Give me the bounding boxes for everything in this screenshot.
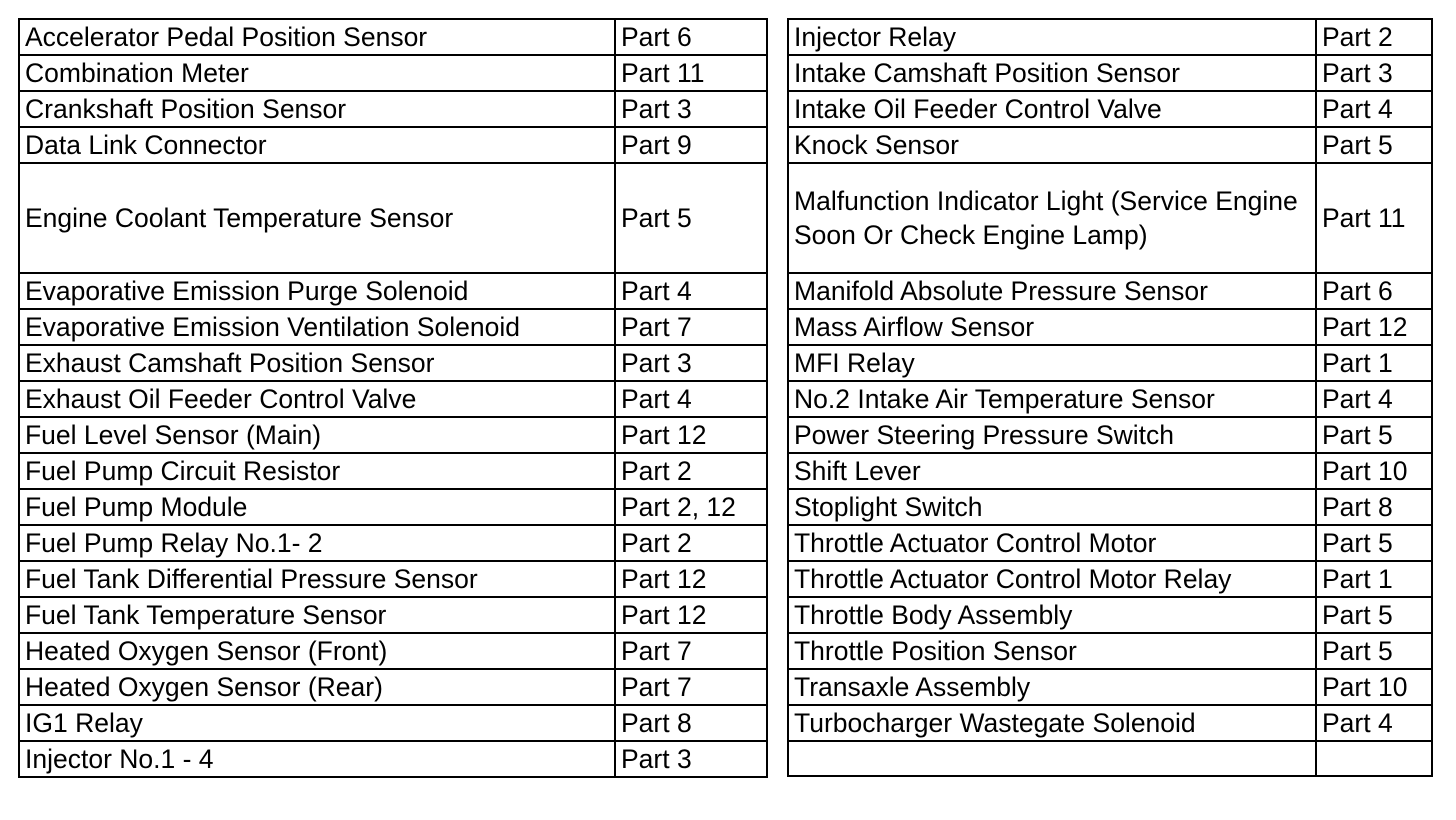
component-name: Evaporative Emission Ventilation Solenoid: [19, 309, 615, 345]
table-row: [19, 91, 767, 127]
component-name: Transaxle Assembly: [788, 669, 1316, 705]
part-number: Part 7: [615, 633, 767, 669]
table-row: [19, 19, 767, 55]
table-row: [788, 489, 1432, 525]
part-number: [1316, 741, 1432, 776]
table-row: [788, 127, 1432, 163]
component-name: Throttle Actuator Control Motor Relay: [788, 561, 1316, 597]
table-row: [788, 55, 1432, 91]
component-name: MFI Relay: [788, 345, 1316, 381]
table-row: [19, 525, 767, 561]
component-name: Fuel Pump Circuit Resistor: [19, 453, 615, 489]
table-row: [788, 453, 1432, 489]
table-row: [19, 741, 767, 777]
table-row: [19, 597, 767, 633]
component-name: Power Steering Pressure Switch: [788, 417, 1316, 453]
table-row: [788, 669, 1432, 705]
component-name: Exhaust Camshaft Position Sensor: [19, 345, 615, 381]
table-row: [19, 345, 767, 381]
table-row: [788, 273, 1432, 309]
component-name: Fuel Tank Differential Pressure Sensor: [19, 561, 615, 597]
component-name: Malfunction Indicator Light (Service Engine Soon Or Check Engine Lamp): [788, 163, 1316, 273]
part-number: Part 4: [615, 381, 767, 417]
part-number: Part 5: [1316, 417, 1432, 453]
component-name: Fuel Pump Module: [19, 489, 615, 525]
component-name: Injector Relay: [788, 19, 1316, 55]
table-row: [788, 381, 1432, 417]
part-number: Part 12: [1316, 309, 1432, 345]
part-number: Part 12: [615, 597, 767, 633]
component-name: Accelerator Pedal Position Sensor: [19, 19, 615, 55]
part-number: Part 5: [615, 163, 767, 273]
component-name: Data Link Connector: [19, 127, 615, 163]
part-number: Part 2: [615, 525, 767, 561]
table-row: [19, 55, 767, 91]
component-name: Crankshaft Position Sensor: [19, 91, 615, 127]
table-row: [19, 381, 767, 417]
part-number: Part 3: [615, 91, 767, 127]
component-name: Throttle Body Assembly: [788, 597, 1316, 633]
left-parts-table: [18, 18, 768, 778]
part-number: Part 5: [1316, 525, 1432, 561]
part-number: Part 6: [1316, 273, 1432, 309]
component-name: [788, 741, 1316, 776]
component-name: Heated Oxygen Sensor (Front): [19, 633, 615, 669]
component-name: Evaporative Emission Purge Solenoid: [19, 273, 615, 309]
table-row: [19, 705, 767, 741]
part-number: Part 12: [615, 417, 767, 453]
component-name: Throttle Position Sensor: [788, 633, 1316, 669]
component-name: Mass Airflow Sensor: [788, 309, 1316, 345]
part-number: Part 8: [615, 705, 767, 741]
component-name: Heated Oxygen Sensor (Rear): [19, 669, 615, 705]
part-number: Part 3: [615, 345, 767, 381]
table-row: [788, 633, 1432, 669]
component-name: IG1 Relay: [19, 705, 615, 741]
part-number: Part 2, 12: [615, 489, 767, 525]
part-number: Part 7: [615, 309, 767, 345]
component-name: Stoplight Switch: [788, 489, 1316, 525]
table-row: [788, 163, 1432, 273]
table-row: [788, 309, 1432, 345]
component-name: Injector No.1 - 4: [19, 741, 615, 777]
part-number: Part 7: [615, 669, 767, 705]
part-number: Part 3: [1316, 55, 1432, 91]
component-name: Throttle Actuator Control Motor: [788, 525, 1316, 561]
part-number: Part 8: [1316, 489, 1432, 525]
part-number: Part 11: [1316, 163, 1432, 273]
component-name: Combination Meter: [19, 55, 615, 91]
component-name: Manifold Absolute Pressure Sensor: [788, 273, 1316, 309]
table-row: [19, 309, 767, 345]
table-row: [19, 489, 767, 525]
part-number: Part 5: [1316, 127, 1432, 163]
component-name: Fuel Pump Relay No.1- 2: [19, 525, 615, 561]
table-row: [788, 345, 1432, 381]
table-row: [788, 705, 1432, 741]
table-row: [788, 91, 1432, 127]
table-row: [19, 561, 767, 597]
part-number: Part 2: [615, 453, 767, 489]
table-row: [788, 597, 1432, 633]
part-number: Part 1: [1316, 345, 1432, 381]
table-row: [19, 273, 767, 309]
component-name: Fuel Level Sensor (Main): [19, 417, 615, 453]
part-number: Part 2: [1316, 19, 1432, 55]
part-number: Part 5: [1316, 633, 1432, 669]
part-number: Part 10: [1316, 453, 1432, 489]
component-name: Turbocharger Wastegate Solenoid: [788, 705, 1316, 741]
table-row: [19, 453, 767, 489]
part-number: Part 9: [615, 127, 767, 163]
part-number: Part 6: [615, 19, 767, 55]
part-number: Part 3: [615, 741, 767, 777]
part-number: Part 11: [615, 55, 767, 91]
part-number: Part 1: [1316, 561, 1432, 597]
component-name: Knock Sensor: [788, 127, 1316, 163]
right-parts-table: [787, 18, 1433, 777]
component-name: Intake Camshaft Position Sensor: [788, 55, 1316, 91]
table-row: [19, 669, 767, 705]
component-name: Fuel Tank Temperature Sensor: [19, 597, 615, 633]
component-name: Shift Lever: [788, 453, 1316, 489]
part-number: Part 12: [615, 561, 767, 597]
table-row: [788, 741, 1432, 776]
table-row: [788, 525, 1432, 561]
part-number: Part 4: [1316, 381, 1432, 417]
table-row: [19, 417, 767, 453]
table-row: [788, 561, 1432, 597]
component-name: Intake Oil Feeder Control Valve: [788, 91, 1316, 127]
table-row: [19, 633, 767, 669]
part-number: Part 4: [1316, 705, 1432, 741]
table-row: [19, 127, 767, 163]
table-row: [788, 19, 1432, 55]
component-name: Engine Coolant Temperature Sensor: [19, 163, 615, 273]
component-name: Exhaust Oil Feeder Control Valve: [19, 381, 615, 417]
part-number: Part 4: [615, 273, 767, 309]
part-number: Part 10: [1316, 669, 1432, 705]
component-name: No.2 Intake Air Temperature Sensor: [788, 381, 1316, 417]
part-number: Part 4: [1316, 91, 1432, 127]
table-row: [19, 163, 767, 273]
table-row: [788, 417, 1432, 453]
part-number: Part 5: [1316, 597, 1432, 633]
